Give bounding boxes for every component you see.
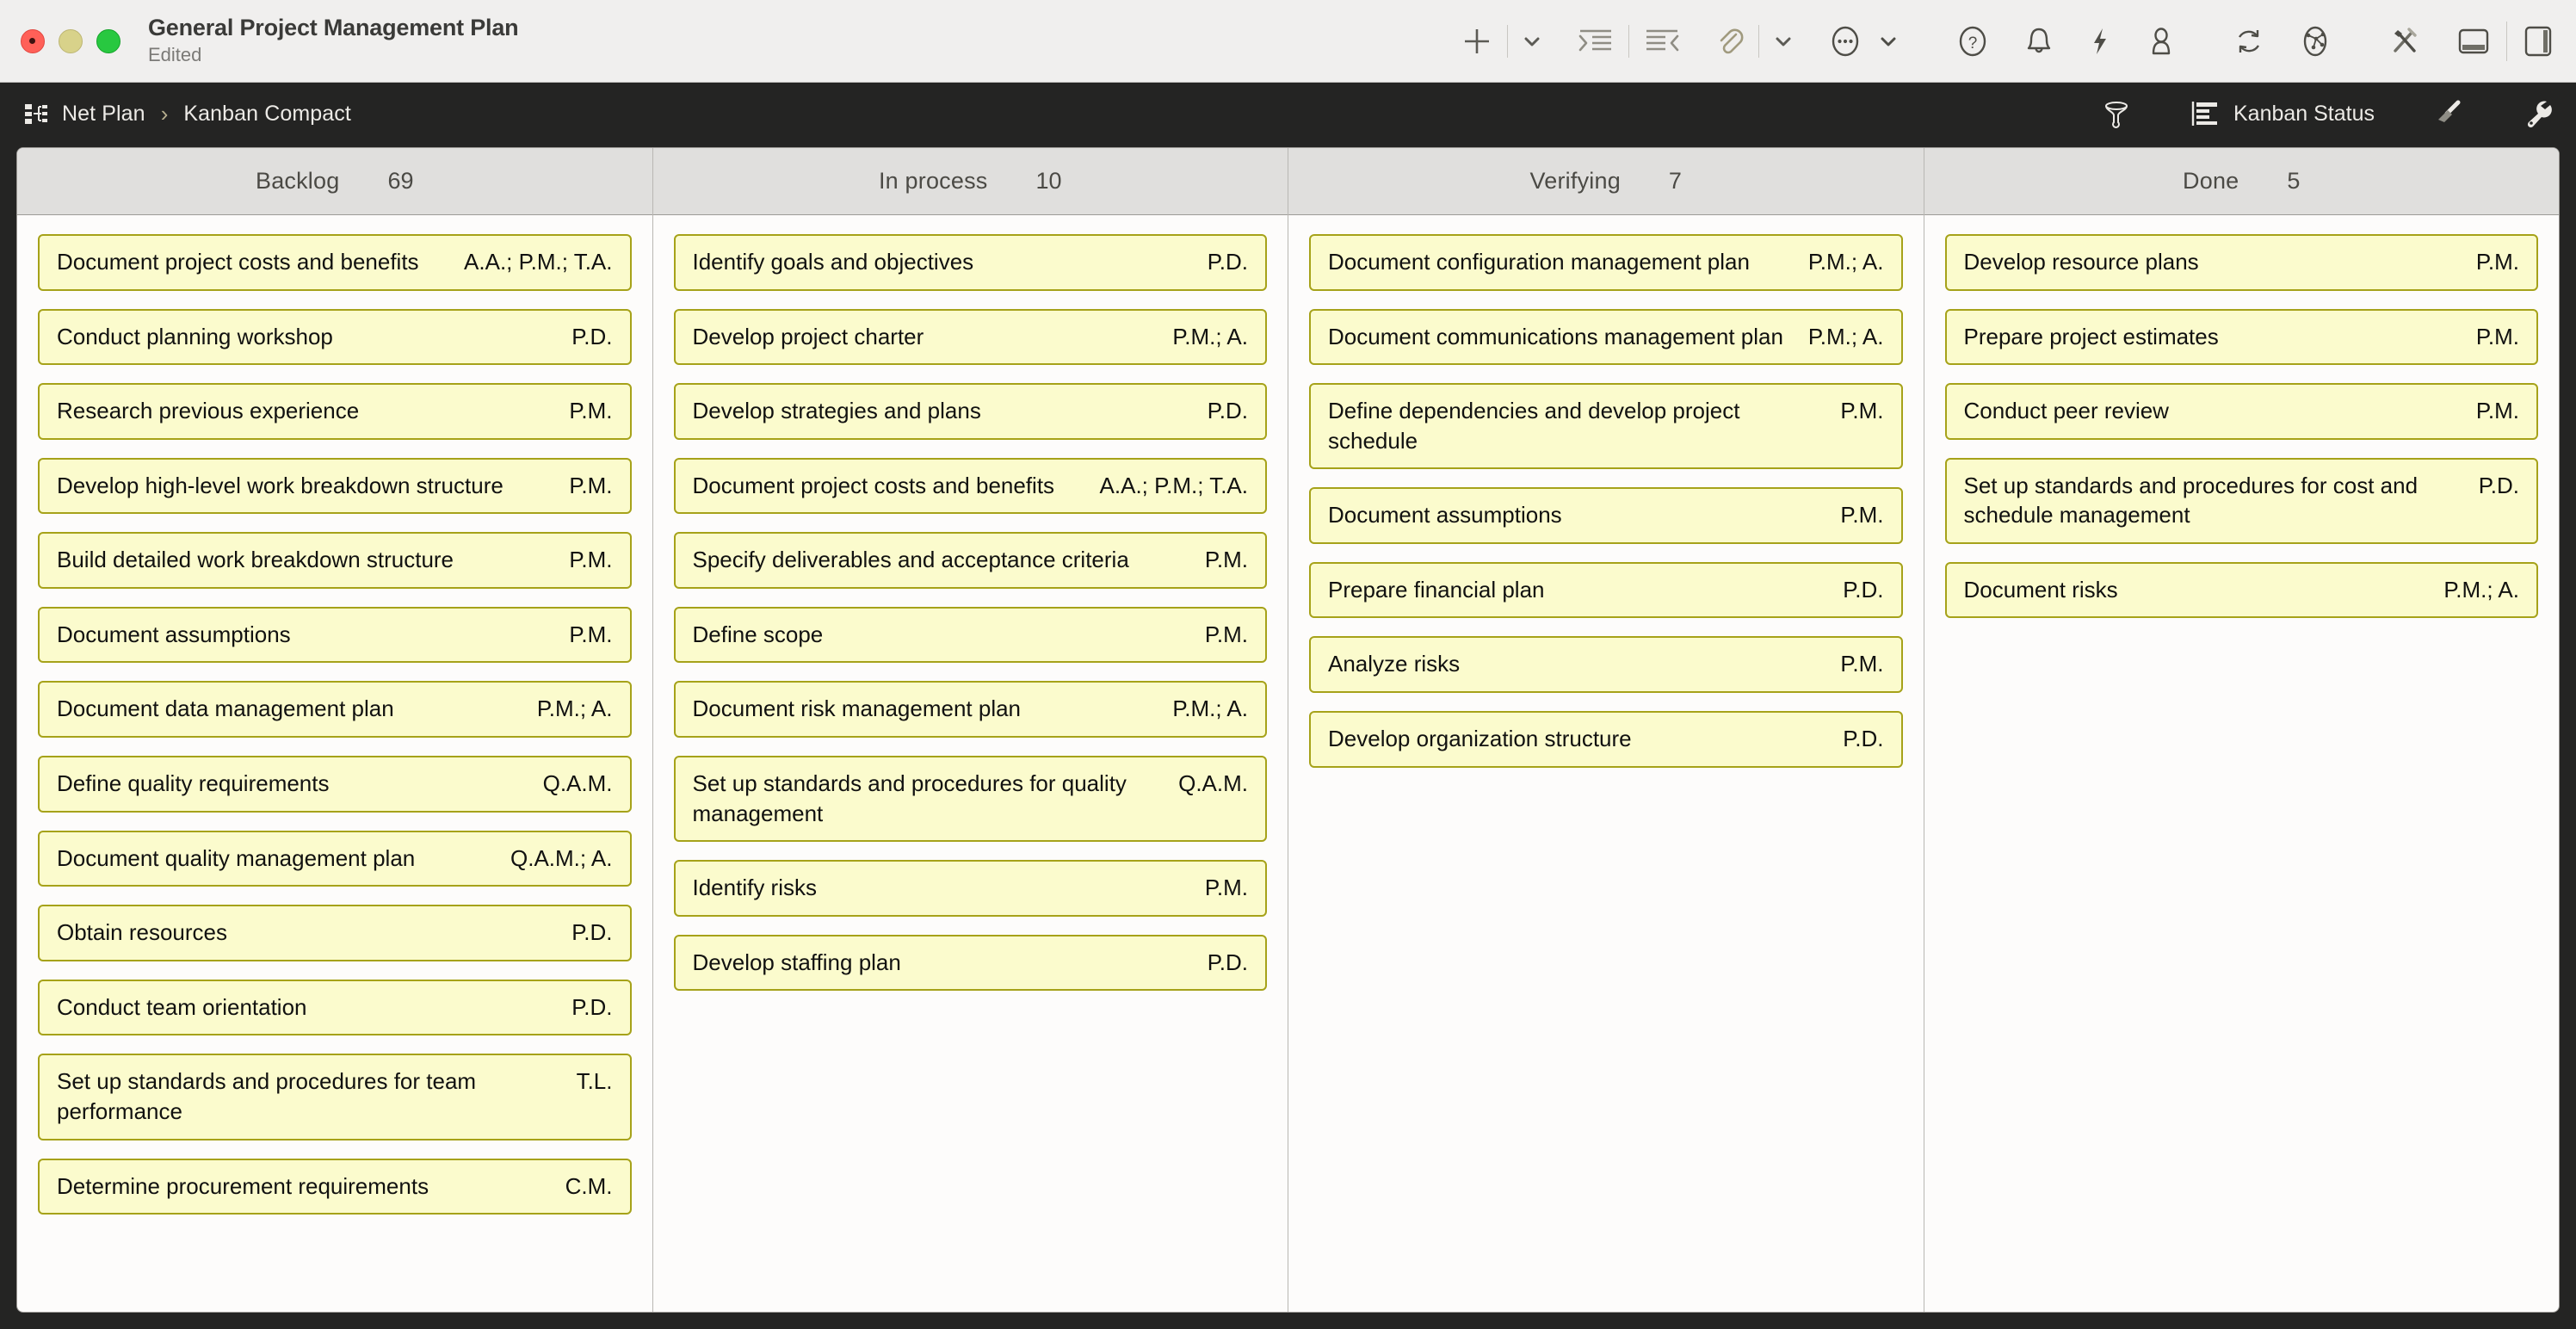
column-title: In process xyxy=(878,168,988,194)
column-card-list xyxy=(1288,215,1924,1312)
card-title: Document assumptions xyxy=(57,621,291,647)
card-title: Document assumptions xyxy=(1328,502,1562,529)
kanban-card[interactable] xyxy=(1945,383,2539,440)
card-assignee: P.M.; A. xyxy=(1807,323,1884,349)
kanban-card[interactable] xyxy=(38,607,632,664)
card-assignee: P.D. xyxy=(1843,726,1884,752)
column-count: 5 xyxy=(2287,168,2301,194)
toolbar-divider-1 xyxy=(1507,25,1508,58)
card-assignee: P.M. xyxy=(2475,249,2519,275)
kanban-card[interactable] xyxy=(1309,234,1903,291)
maximize-window-button[interactable] xyxy=(96,29,120,53)
kanban-card[interactable] xyxy=(1309,487,1903,544)
column-card-list xyxy=(17,215,652,1312)
card-assignee: P.M.; A. xyxy=(1807,249,1884,275)
attachment-icon[interactable] xyxy=(1715,25,1745,58)
card-title: Set up standards and procedures for cost and schedule management xyxy=(1963,472,2418,529)
card-assignee: P.D. xyxy=(1207,949,1248,975)
card-assignee: P.D. xyxy=(1207,398,1248,424)
more-options-chevron-icon[interactable] xyxy=(1878,31,1899,52)
kanban-card[interactable] xyxy=(1945,234,2539,291)
kanban-card[interactable] xyxy=(1309,309,1903,366)
card-title: Document data management plan xyxy=(57,695,394,722)
outdent-icon[interactable] xyxy=(1643,25,1681,58)
column-title: Backlog xyxy=(255,168,340,194)
card-title: Set up standards and procedures for team performance xyxy=(57,1068,477,1124)
column-header xyxy=(1288,148,1924,215)
kanban-card[interactable] xyxy=(674,607,1268,664)
card-title: Document project costs and benefits xyxy=(692,472,1055,498)
column-title: Verifying xyxy=(1529,168,1621,194)
card-title: Document risk management plan xyxy=(692,695,1022,722)
hierarchy-icon xyxy=(22,100,50,127)
kanban-board xyxy=(17,148,2559,1312)
column-card-list xyxy=(653,215,1288,1312)
card-assignee: P.M. xyxy=(569,547,613,573)
kanban-column-verifying[interactable] xyxy=(1288,148,1924,1312)
kanban-card[interactable] xyxy=(38,681,632,738)
window-controls xyxy=(0,29,120,53)
card-assignee: P.M.; A. xyxy=(536,695,613,722)
notifications-icon[interactable] xyxy=(2024,24,2054,59)
card-title: Document communications management plan xyxy=(1328,323,1783,349)
kanban-card[interactable] xyxy=(674,309,1268,366)
add-dropdown-chevron-icon[interactable] xyxy=(1522,31,1542,52)
indent-icon[interactable] xyxy=(1577,25,1615,58)
group-by-label[interactable]: Kanban Status xyxy=(2233,101,2375,126)
column-header xyxy=(1924,148,2560,215)
card-assignee: P.M. xyxy=(569,621,613,647)
card-assignee: P.D. xyxy=(1207,249,1248,275)
kanban-card[interactable] xyxy=(1945,562,2539,619)
add-icon[interactable] xyxy=(1461,25,1493,58)
paintbrush-icon[interactable] xyxy=(2431,98,2464,129)
card-assignee: P.M. xyxy=(1840,502,1884,529)
kanban-card[interactable] xyxy=(38,383,632,440)
breadcrumb-current[interactable]: Kanban Compact xyxy=(183,101,351,126)
card-assignee: P.M. xyxy=(2475,398,2519,424)
card-title: Define quality requirements xyxy=(57,770,330,797)
card-assignee: A.A.; P.M.; T.A. xyxy=(464,249,613,275)
toolbar-divider-4 xyxy=(2506,22,2507,61)
window-title-bar xyxy=(0,0,2576,83)
card-title: Prepare project estimates xyxy=(1963,323,2219,349)
document-title: General Project Management Plan xyxy=(148,14,519,40)
kanban-card[interactable] xyxy=(1945,458,2539,544)
card-assignee: P.M.; A. xyxy=(1172,695,1248,722)
column-count: 10 xyxy=(1035,168,1062,194)
filter-funnel-icon[interactable] xyxy=(2101,98,2132,129)
card-title: Develop resource plans xyxy=(1963,249,2199,275)
card-title: Specify deliverables and acceptance criteria xyxy=(692,547,1129,573)
card-assignee: P.D. xyxy=(2478,472,2519,498)
card-title: Develop strategies and plans xyxy=(692,398,981,424)
card-assignee: P.M. xyxy=(1204,621,1248,647)
card-assignee: P.M.; A. xyxy=(2443,576,2519,603)
kanban-card[interactable] xyxy=(674,383,1268,440)
kanban-card[interactable] xyxy=(38,831,632,887)
card-title: Analyze risks xyxy=(1328,651,1461,677)
kanban-card[interactable] xyxy=(38,458,632,515)
card-assignee: P.D. xyxy=(571,993,613,1020)
kanban-card[interactable] xyxy=(1309,562,1903,619)
kanban-card[interactable] xyxy=(38,1054,632,1140)
wrench-icon[interactable] xyxy=(2521,98,2554,129)
kanban-column-backlog[interactable] xyxy=(17,148,653,1312)
card-title: Develop high-level work breakdown structure xyxy=(57,472,503,498)
card-assignee: P.M. xyxy=(1204,547,1248,573)
card-title: Define scope xyxy=(692,621,824,647)
kanban-card[interactable] xyxy=(38,234,632,291)
quick-actions-icon[interactable] xyxy=(2088,24,2112,59)
card-title: Develop organization structure xyxy=(1328,726,1632,752)
toolbar-divider-2 xyxy=(1628,25,1629,58)
card-title: Prepare financial plan xyxy=(1328,576,1545,603)
card-assignee: P.M.; A. xyxy=(1172,323,1248,349)
network-diagram-icon[interactable] xyxy=(2300,23,2331,59)
card-assignee: P.D. xyxy=(1843,576,1884,603)
card-assignee: Q.A.M. xyxy=(542,770,613,797)
card-title: Conduct planning workshop xyxy=(57,323,333,349)
card-assignee: P.M. xyxy=(569,398,613,424)
card-assignee: P.M. xyxy=(2475,323,2519,349)
column-count: 7 xyxy=(1668,168,1682,194)
breadcrumb xyxy=(22,100,351,127)
kanban-card[interactable] xyxy=(38,309,632,366)
card-title: Develop project charter xyxy=(692,323,924,349)
kanban-card[interactable] xyxy=(1309,636,1903,693)
column-header xyxy=(17,148,652,215)
card-title: Define dependencies and develop project schedule xyxy=(1328,398,1740,454)
card-title: Document quality management plan xyxy=(57,844,416,871)
card-assignee: Q.A.M.; A. xyxy=(510,844,613,871)
kanban-card[interactable] xyxy=(674,860,1268,917)
card-assignee: Q.A.M. xyxy=(1178,770,1248,797)
card-assignee: P.M. xyxy=(1840,398,1884,424)
sync-icon[interactable] xyxy=(2233,24,2265,59)
kanban-card[interactable] xyxy=(674,935,1268,992)
column-count: 69 xyxy=(387,168,414,194)
breadcrumb-separator-icon: › xyxy=(160,100,169,127)
kanban-card[interactable] xyxy=(38,1159,632,1215)
card-title: Conduct team orientation xyxy=(57,993,307,1020)
kanban-card[interactable] xyxy=(1309,711,1903,768)
minimize-window-button[interactable] xyxy=(59,29,83,53)
kanban-card[interactable] xyxy=(674,681,1268,738)
card-title: Develop staffing plan xyxy=(692,949,901,975)
card-assignee: C.M. xyxy=(565,1172,613,1199)
column-card-list xyxy=(1924,215,2560,1312)
kanban-card[interactable] xyxy=(674,532,1268,589)
kanban-card[interactable] xyxy=(38,532,632,589)
kanban-card[interactable] xyxy=(1309,383,1903,469)
card-assignee: A.A.; P.M.; T.A. xyxy=(1099,472,1248,498)
document-edit-status: Edited xyxy=(148,43,202,65)
view-actions xyxy=(2101,98,2554,129)
bottom-panel-icon[interactable] xyxy=(2456,27,2491,56)
card-title: Document configuration management plan xyxy=(1328,249,1750,275)
card-title: Determine procurement requirements xyxy=(57,1172,429,1199)
group-by-icon[interactable] xyxy=(2189,99,2221,128)
card-assignee: P.M. xyxy=(569,472,613,498)
card-title: Document project costs and benefits xyxy=(57,249,419,275)
main-toolbar xyxy=(1461,22,2576,61)
card-assignee: T.L. xyxy=(576,1068,613,1095)
breadcrumb-root[interactable]: Net Plan xyxy=(62,101,145,126)
more-options-icon[interactable] xyxy=(1828,23,1863,59)
attachment-dropdown-chevron-icon[interactable] xyxy=(1773,31,1794,52)
resources-icon[interactable] xyxy=(2147,24,2176,59)
svg-text:?: ? xyxy=(1968,34,1978,53)
kanban-board-frame xyxy=(0,145,2576,1329)
card-title: Conduct peer review xyxy=(1963,398,2169,424)
kanban-card[interactable] xyxy=(38,756,632,813)
card-title: Identify goals and objectives xyxy=(692,249,974,275)
card-assignee: P.M. xyxy=(1840,651,1884,677)
help-icon[interactable] xyxy=(1955,23,1990,59)
kanban-card[interactable] xyxy=(674,756,1268,842)
card-title: Set up standards and procedures for quality management xyxy=(692,770,1127,826)
card-title: Build detailed work breakdown structure xyxy=(57,547,454,573)
card-assignee: P.D. xyxy=(571,919,613,946)
card-title: Document risks xyxy=(1963,576,2118,603)
tools-icon[interactable] xyxy=(2388,24,2422,59)
column-header xyxy=(653,148,1288,215)
card-assignee: P.D. xyxy=(571,323,613,349)
close-window-button[interactable] xyxy=(21,29,45,53)
right-panel-icon[interactable] xyxy=(2523,24,2554,59)
card-assignee: P.M. xyxy=(1204,875,1248,901)
view-navigation-bar xyxy=(0,83,2576,145)
kanban-card[interactable] xyxy=(38,905,632,961)
document-title-group xyxy=(148,15,518,68)
kanban-card[interactable] xyxy=(674,234,1268,291)
card-title: Identify risks xyxy=(692,875,817,901)
card-title: Obtain resources xyxy=(57,919,227,946)
kanban-column-in-process[interactable] xyxy=(653,148,1289,1312)
kanban-card[interactable] xyxy=(674,458,1268,515)
toolbar-divider-3 xyxy=(1758,25,1759,58)
kanban-card[interactable] xyxy=(1945,309,2539,366)
card-title: Research previous experience xyxy=(57,398,360,424)
kanban-card[interactable] xyxy=(38,980,632,1036)
kanban-column-done[interactable] xyxy=(1924,148,2560,1312)
column-title: Done xyxy=(2183,168,2239,194)
